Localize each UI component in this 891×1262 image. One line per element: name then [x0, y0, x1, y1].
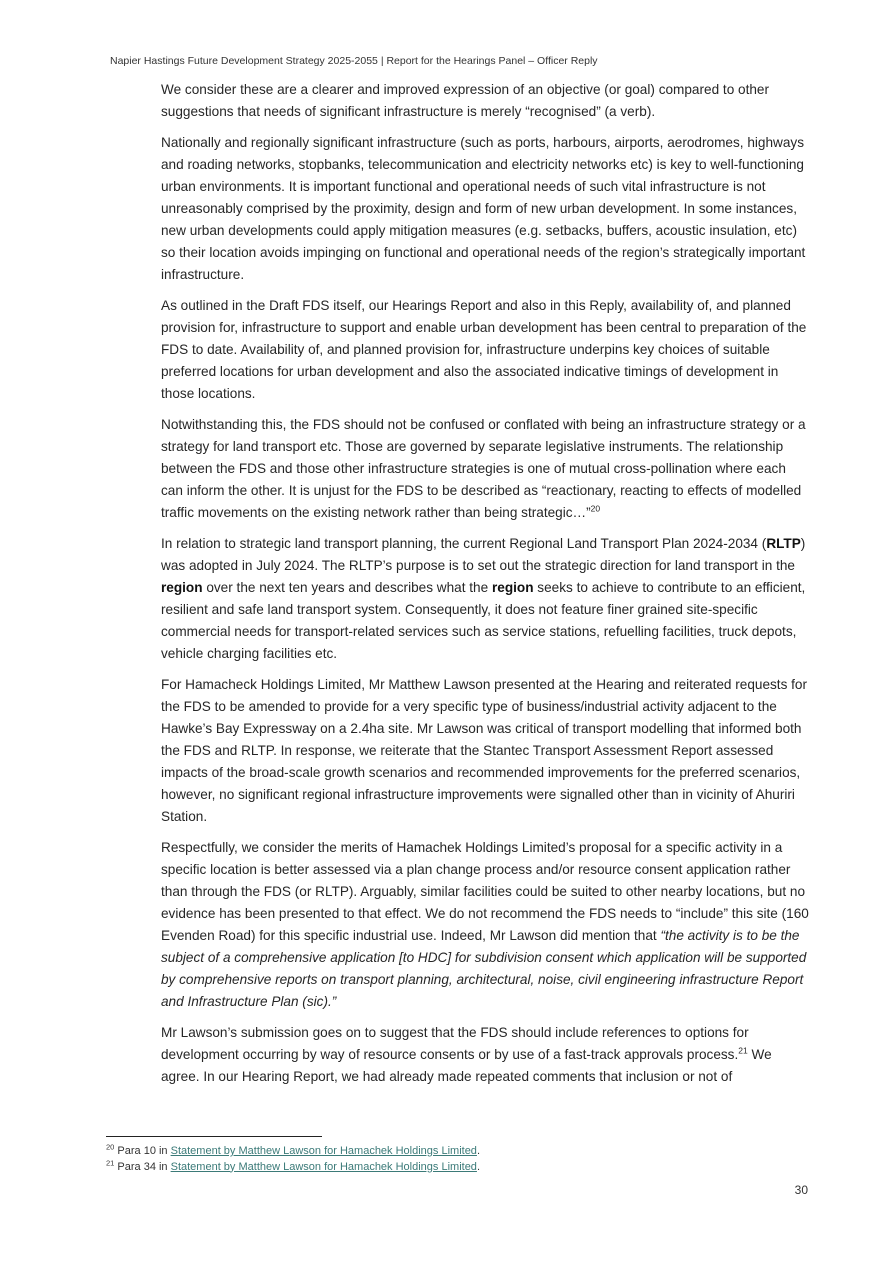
paragraph-8-text: We agree. In our Hearing Report, we had already made repeated comments that inclusion or not of	[161, 1047, 772, 1084]
paragraph-5	[161, 533, 811, 665]
footnote-link[interactable]: Statement by Matthew Lawson for Hamachek Holdings Limited	[170, 1145, 477, 1157]
paragraph-5-text: In relation to strategic land transport planning, the current Regional Land Transport Plan 2024-2034 (	[161, 536, 767, 551]
paragraph-1: We consider these are a clearer and improved expression of an objective (or goal) compared to other suggestions that needs of significant infrastructure is merely “recognised” (a verb).	[161, 82, 770, 119]
footnote-20	[106, 1144, 806, 1160]
paragraph-4	[161, 414, 811, 524]
footnote-prefix: Para 34 in	[117, 1160, 171, 1173]
footnotes	[106, 1144, 806, 1175]
paragraph-2: Nationally and regionally significant infrastructure (such as ports, harbours, airports, aerodromes, highways and roading networks, stopbanks, telecommunication and electricity networks etc) is key to well-functioning urban environments. It is important functional and operational needs of such vital infrastructure is not unreasonably comprised by the proximity, design and form of new urban development. In some instances, new urban developments could apply mitigation measures (e.g. setbacks, buffers, acoustic insulation, etc) so their location avoids impinging on functional and operational needs of the region’s strategically important infrastructure.	[161, 135, 806, 282]
footnote-number: 21	[106, 1157, 115, 1167]
paragraph-5-text: ) was adopted in July 2024. The RLTP’s purpose is to set out the strategic direction for land transport in the	[161, 536, 806, 573]
defined-term-region: region	[161, 580, 203, 595]
quoted-statement: “the activity is to be the subject of a comprehensive application [to HDC] for subdivision consent which application will be supported by comprehensive reports on transport planning, architectural, noise, civil engineering infrastructure Report and Infrastructure Plan (sic).”	[161, 928, 807, 1009]
paragraph-5-text: over the next ten years and describes what the	[202, 580, 492, 595]
paragraph-7	[161, 837, 811, 1013]
paragraph-8	[161, 1022, 811, 1088]
paragraph-8-text: Mr Lawson’s submission goes on to suggest that the FDS should include references to options for development occurring by way of resource consents or by use of a fast-track approvals process.	[161, 1025, 749, 1062]
footnote-number: 20	[106, 1142, 115, 1152]
page-number: 30	[794, 1183, 808, 1197]
rltp-abbreviation: RLTP	[766, 536, 801, 551]
paragraph-6: For Hamacheck Holdings Limited, Mr Matthew Lawson presented at the Hearing and reiterated requests for the FDS to be amended to provide for a very specific type of business/industrial activity adjacent to the Hawke’s Bay Expressway on a 2.4ha site. Mr Lawson was critical of transport modelling that informed both the FDS and RLTP. In response, we reiterate that the Stantec Transport Assessment Report assessed impacts of the broad-scale growth scenarios and recommended improvements for the preferred scenarios, however, no significant regional infrastructure improvements were signalled other than in vicinity of Ahuriri Station.	[161, 677, 808, 824]
body-text	[161, 79, 811, 1097]
footnote-suffix: .	[476, 1160, 480, 1173]
footnote-suffix: .	[476, 1145, 480, 1157]
footnote-link[interactable]: Statement by Matthew Lawson for Hamachek Holdings Limited	[170, 1160, 477, 1173]
defined-term-region: region	[491, 580, 534, 595]
paragraph-7-text: Respectfully, we consider the merits of Hamachek Holdings Limited’s proposal for a specific activity in a specific location is better assessed via a plan change process and/or resource consent application rather than through the FDS (or RLTP). Arguably, similar facilities could be suited to other nearby locations, but no evidence has been presented to that effect. We do not recommend the FDS needs to “include” this site (160 Evenden Road) for this specific industrial use. Indeed, Mr Lawson did mention that	[161, 840, 809, 943]
footnote-ref-20[interactable]: 20	[590, 503, 601, 514]
paragraph-4-text: Notwithstanding this, the FDS should not be confused or conflated with being an infrastructure strategy or a strategy for land transport etc. Those are governed by separate legislative instruments. The relationship between the FDS and those other infrastructure strategies is one of mutual cross-pollination where each can inform the other. It is unjust for the FDS to be described as “reactionary, reacting to effects of modelled traffic movements on the existing network rather than being strategic…”	[161, 417, 806, 520]
paragraph-5-text: seeks to achieve to contribute to an efficient, resilient and safe land transport system. Consequently, it does not feature finer grained site-specific commercial needs for transport-related services such as service stations, refuelling facilities, truck depots, vehicle charging facilities etc.	[161, 580, 806, 661]
footnote-prefix: Para 10 in	[117, 1145, 171, 1157]
footnote-ref-21[interactable]: 21	[738, 1045, 748, 1056]
footnote-separator	[106, 1136, 322, 1137]
running-header: Napier Hastings Future Development Strategy 2025-2055 | Report for the Hearings Panel – Officer Reply	[110, 55, 598, 67]
paragraph-3: As outlined in the Draft FDS itself, our Hearings Report and also in this Reply, availability of, and planned provision for, infrastructure to support and enable urban development has been central to preparation of the FDS to date. Availability of, and planned provision for, infrastructure underpins key choices of suitable preferred locations for urban development and also the associated indicative timings of development in those locations.	[161, 298, 807, 401]
footnote-21	[106, 1157, 806, 1176]
